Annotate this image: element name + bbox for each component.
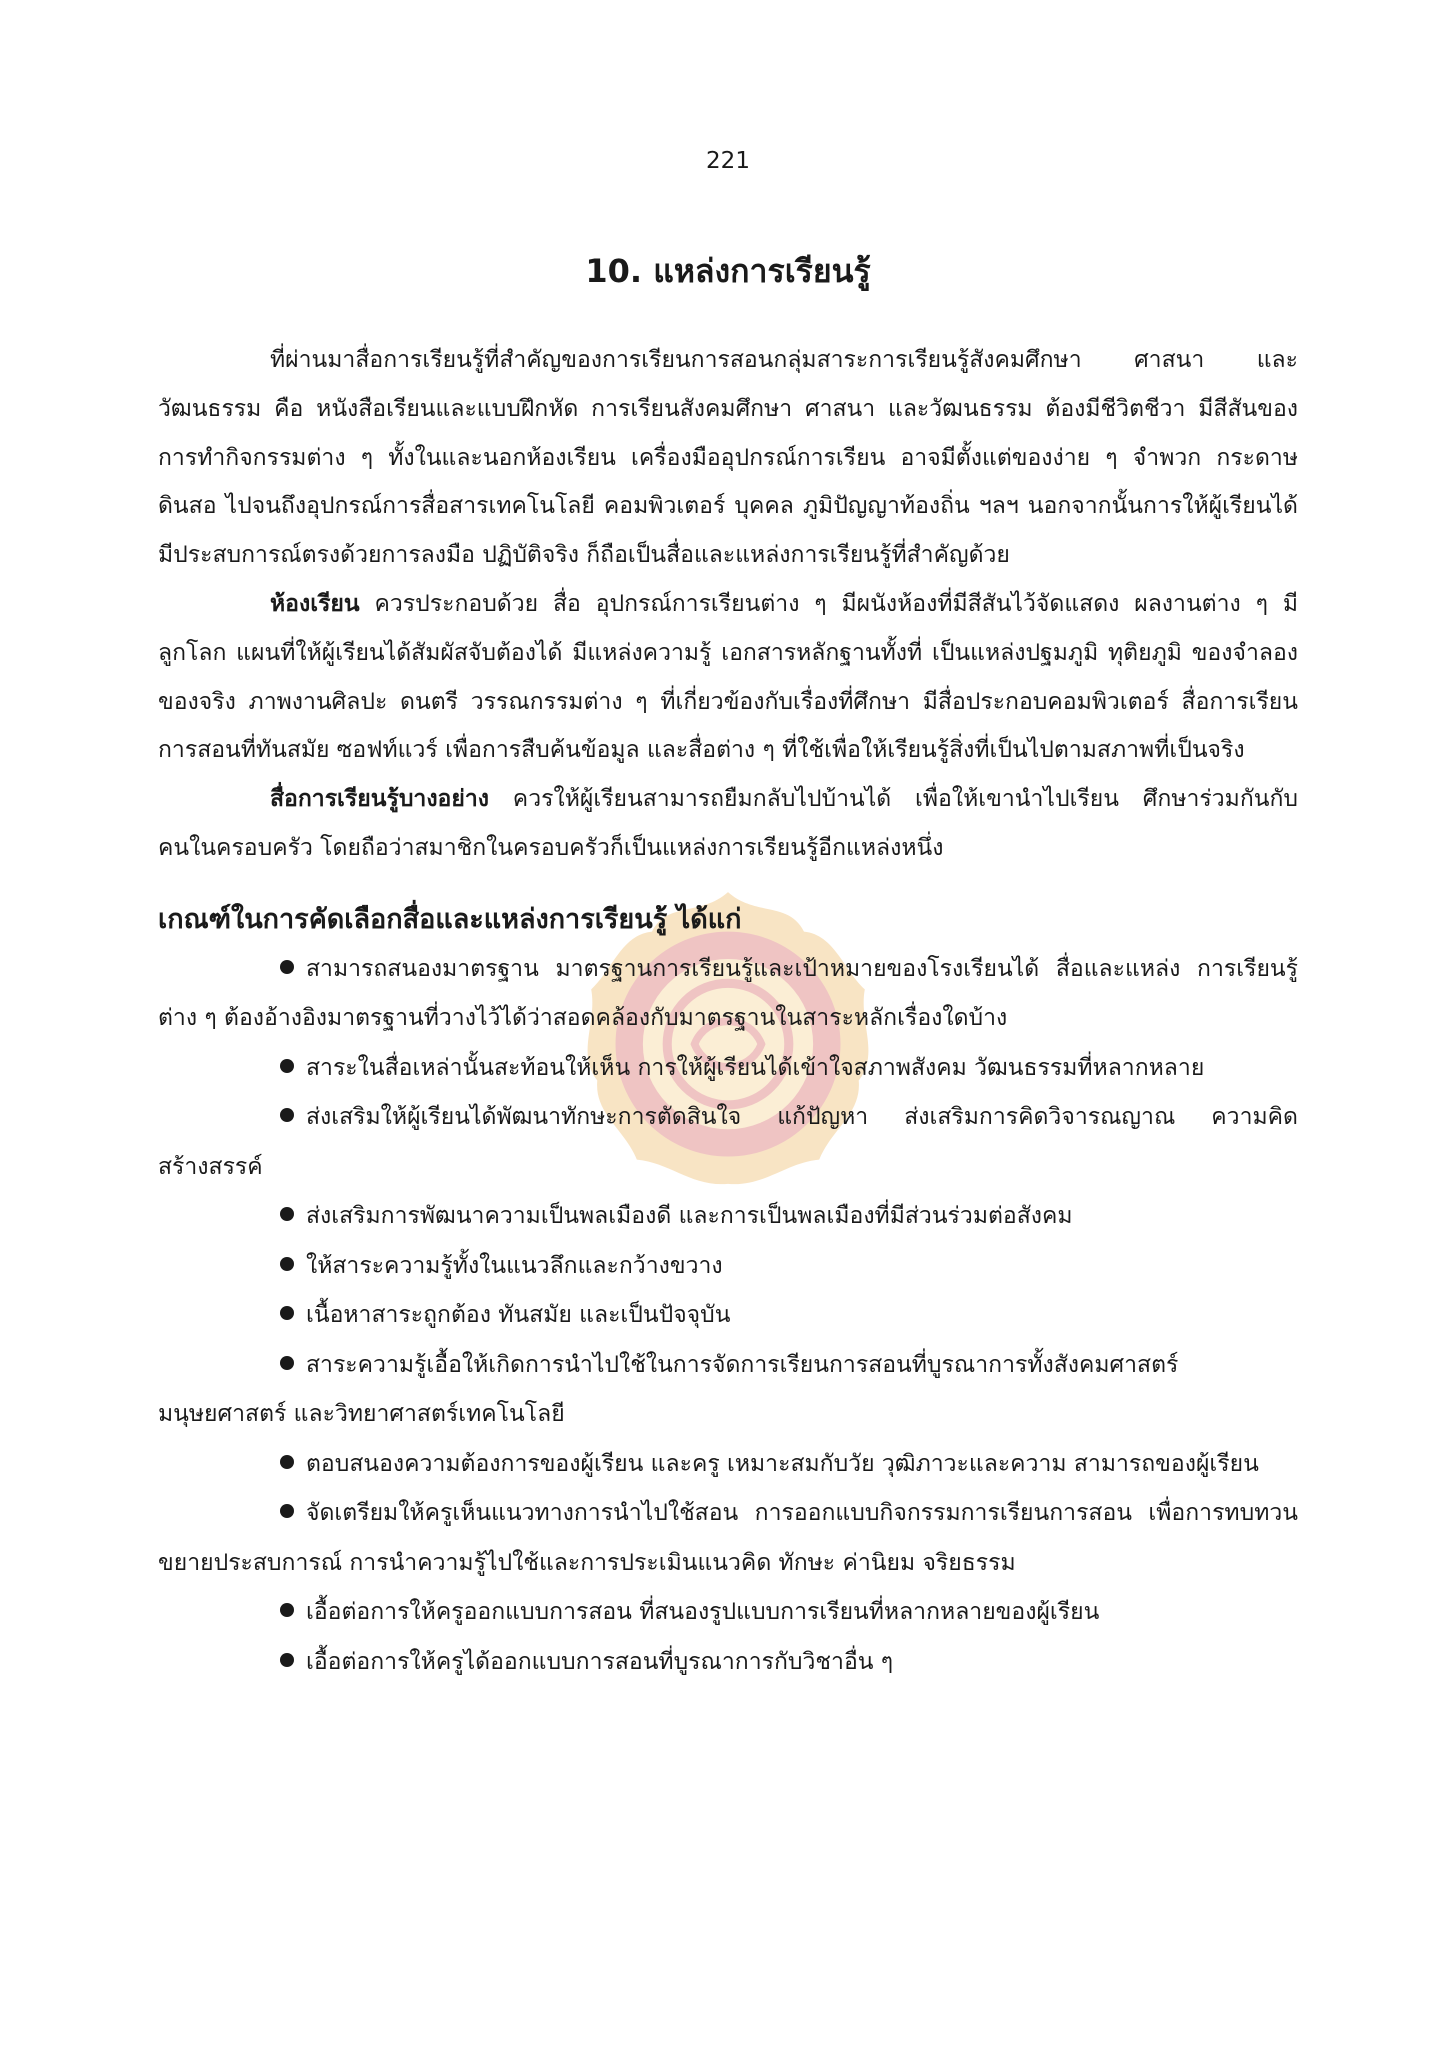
paragraph-classroom — [158, 580, 1298, 775]
paragraph-classroom-text: ควรประกอบด้วย สื่อ อุปกรณ์การเรียนต่าง ๆ มีผนังห้องที่มีสีสันไว้จัดแสดง ผลงานต่าง ๆ มีลูกโลก แผนที่ให้ผู้เรียนได้สัมผัสจับต้องได้ มีแหล่งความรู้ เอกสารหลักฐานทั้งที่ เป็นแหล่งปฐมภูมิ ทุติยภูมิ ของจำลอง ของจริง ภาพงานศิลปะ ดนตรี วรรณกรรมต่าง ๆ ที่เกี่ยวข้องกับเรื่องที่ศึกษา มีสื่อประกอบคอมพิวเตอร์ สื่อการเรียนการสอนที่ทันสมัย ซอฟท์แวร์ เพื่อการสืบค้นข้อมูล และสื่อต่าง ๆ ที่ใช้เพื่อให้เรียนรู้สิ่งที่เป็นไปตามสภาพที่เป็นจริง — [158, 590, 1298, 764]
list-item-text: เอื้อต่อการให้ครูออกแบบการสอน ที่สนองรูปแบบการเรียนที่หลากหลายของผู้เรียน — [306, 1599, 1100, 1626]
list-item — [158, 1242, 1298, 1292]
criteria-list — [158, 945, 1298, 1688]
section-heading — [158, 895, 1298, 945]
page-number: 221 — [706, 148, 750, 174]
paragraph-intro — [158, 336, 1298, 580]
list-item-text: ตอบสนองความต้องการของผู้เรียน และครู เหมาะสมกับวัย วุฒิภาวะและความ สามารถของผู้เรียน — [306, 1450, 1259, 1477]
bullet-icon — [280, 1306, 294, 1320]
list-item-text: เอื้อต่อการให้ครูได้ออกแบบการสอนที่บูรณาการกับวิชาอื่น ๆ — [306, 1648, 894, 1675]
list-item — [158, 1291, 1298, 1341]
paragraph-media — [158, 775, 1298, 873]
section-heading-rest: ได้แก่ — [667, 903, 742, 935]
bullet-icon — [280, 1504, 294, 1518]
document-body — [158, 336, 1298, 1687]
list-item — [158, 1044, 1298, 1094]
paragraph-classroom-bold: ห้องเรียน — [270, 590, 360, 617]
list-item — [158, 1440, 1298, 1490]
list-item-text: เนื้อหาสาระถูกต้อง ทันสมัย และเป็นปัจจุบัน — [306, 1302, 731, 1329]
paragraph-media-text: ควรให้ผู้เรียนสามารถยืมกลับไปบ้านได้ เพื่อให้เขานำไปเรียน ศึกษาร่วมกันกับคนในครอบครัว โดยถือว่าสมาชิกในครอบครัวก็เป็นแหล่งการเรียนรู้อีกแหล่งหนึ่ง — [158, 786, 1298, 861]
list-item-text: ส่งเสริมให้ผู้เรียนได้พัฒนาทักษะการตัดสินใจ แก้ปัญหา ส่งเสริมการคิดวิจารณญาณ ความคิดสร้างสรรค์ — [158, 1104, 1298, 1180]
bullet-icon — [280, 1257, 294, 1271]
bullet-icon — [280, 1653, 294, 1667]
section-heading-bold: เกณฑ์ในการคัดเลือกสื่อและแหล่งการเรียนรู้ — [158, 903, 668, 935]
bullet-icon — [280, 1207, 294, 1221]
list-item-text: สาระความรู้เอื้อให้เกิดการนำไปใช้ในการจัดการเรียนการสอนที่บูรณาการทั้งสังคมศาสตร์ มนุษยศาสตร์ และวิทยาศาสตร์เทคโนโลยี — [158, 1351, 1179, 1428]
list-item — [158, 1588, 1298, 1638]
paragraph-media-bold: สื่อการเรียนรู้บางอย่าง — [270, 786, 489, 813]
list-item — [158, 945, 1298, 1044]
list-item-text: ส่งเสริมการพัฒนาความเป็นพลเมืองดี และการเป็นพลเมืองที่มีส่วนร่วมต่อสังคม — [306, 1203, 1073, 1230]
list-item — [158, 1192, 1298, 1242]
bullet-icon — [280, 1108, 294, 1122]
bullet-icon — [280, 960, 294, 974]
list-item — [158, 1489, 1298, 1588]
list-item-text: สาระในสื่อเหล่านั้นสะท้อนให้เห็น การให้ผู้เรียนได้เข้าใจสภาพสังคม วัฒนธรรมที่หลากหลาย — [306, 1054, 1205, 1081]
bullet-icon — [280, 1603, 294, 1617]
paragraph-intro-text: ที่ผ่านมาสื่อการเรียนรู้ที่สำคัญของการเรียนการสอนกลุ่มสาระการเรียนรู้สังคมศึกษา ศาสนา และวัฒนธรรม คือ หนังสือเรียนและแบบฝึกหัด การเรียนสังคมศึกษา ศาสนา และวัฒนธรรม ต้องมีชีวิตชีวา มีสีสันของการทำกิจกรรมต่าง ๆ ทั้งในและนอกห้องเรียน เครื่องมืออุปกรณ์การเรียน อาจมีตั้งแต่ของง่าย ๆ จำพวก กระดาษ ดินสอ ไปจนถึงอุปกรณ์การสื่อสารเทคโนโลยี คอมพิวเตอร์ บุคคล ภูมิปัญญาท้องถิ่น ฯลฯ นอกจากนั้นการให้ผู้เรียนได้มีประสบการณ์ตรงด้วยการลงมือ ปฏิบัติจริง ก็ถือเป็นสื่อและแหล่งการเรียนรู้ที่สำคัญด้วย — [158, 347, 1298, 569]
list-item-text: สามารถสนองมาตรฐาน มาตรฐานการเรียนรู้และเป้าหมายของโรงเรียนได้ สื่อและแหล่ง การเรียนรู้ต่าง ๆ ต้องอ้างอิงมาตรฐานที่วางไว้ได้ว่าสอดคล้องกับมาตรฐานในสาระหลักเรื่องใดบ้าง — [158, 955, 1298, 1032]
list-item — [158, 1341, 1298, 1440]
bullet-icon — [280, 1356, 294, 1370]
bullet-icon — [280, 1059, 294, 1073]
list-item — [158, 1093, 1298, 1192]
page-title: 10. แหล่งการเรียนรู้ — [585, 252, 871, 290]
bullet-icon — [280, 1455, 294, 1469]
list-item-text: ให้สาระความรู้ทั้งในแนวลึกและกว้างขวาง — [306, 1252, 723, 1279]
list-item — [158, 1638, 1298, 1688]
list-item-text: จัดเตรียมให้ครูเห็นแนวทางการนำไปใช้สอน การออกแบบกิจกรรมการเรียนการสอน เพื่อการทบทวน ขยายประสบการณ์ การนำความรู้ไปใช้และการประเมินแนวคิด ทักษะ ค่านิยม จริยธรรม — [158, 1500, 1298, 1576]
